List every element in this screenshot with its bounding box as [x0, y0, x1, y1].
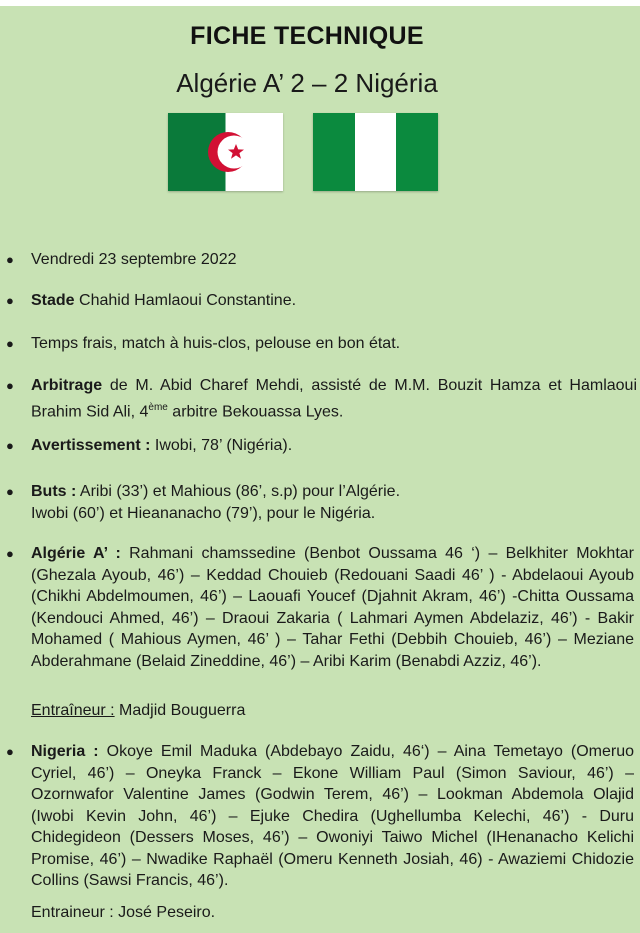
stadium-text: Chahid Hamlaoui Constantine. — [74, 292, 297, 309]
match-date: Vendredi 23 septembre 2022 — [31, 251, 237, 268]
algeria-lineup — [31, 543, 634, 672]
bullet: ● — [6, 484, 14, 499]
nigeria-label: Nigeria : — [31, 743, 99, 760]
nigeria-lineup — [31, 741, 634, 892]
goals-line-2: Iwobi (60’) et Hieananacho (79’), pour le Nigéria. — [31, 504, 376, 522]
match-score: Algérie A’ 2 – 2 Nigéria — [176, 68, 438, 98]
algeria-coach-name: Madjid Bouguerra — [114, 702, 246, 719]
bullet: ● — [6, 336, 14, 351]
nigeria-coach: Entraineur : José Peseiro. — [31, 904, 216, 921]
referees-text: de M. Abid Charef Mehdi, assisté de M.M. Bouzit Hamza et Hamlaoui Brahim Sid Ali, 4 — [31, 377, 637, 420]
goals-label: Buts : — [31, 483, 77, 500]
warnings-text: Iwobi, 78’ (Nigéria). — [150, 437, 293, 454]
bullet: ● — [6, 252, 14, 267]
goals-line-1: Aribi (33’) et Mahious (86’, s.p) pour l’Algérie. — [76, 483, 401, 500]
nigeria-players: Okoye Emil Maduka (Abdebayo Zaidu, 46‘) – Aina Temetayo (Omeruo Cyriel, 46’) – Oneyka Franck – Ekone William Paul (Simon Saviour, 46’) – Ozornwafor Valentine James (Godwin Terem, 46’) – Lookman Abdemola Olajid (Iwobi Kevin John, 46’) – Ejuke Chedira (Ughellumba Kelechi, 46’) - Duru Chidegideon (Dessers Moses, 46’) – Owoniyi Taiwo Michel (IHenanacho Kelichi Promise, 46’) – Nwadike Raphaël (Omeru Kenneth Josiah, 46) - Awaziemi Chidozie Collins (Sawsi Francis, 46’). — [31, 743, 634, 889]
referees-text-2: arbitre Bekouassa Lyes. — [167, 402, 344, 420]
algeria-coach — [31, 700, 637, 722]
algeria-flag — [168, 113, 283, 191]
bullet: ● — [6, 744, 14, 759]
warnings — [31, 435, 637, 457]
stadium — [31, 290, 637, 312]
referees-label: Arbitrage — [31, 377, 103, 394]
referees — [31, 375, 637, 422]
bullet: ● — [6, 438, 14, 453]
referees-sup: ème — [148, 401, 168, 413]
nigeria-flag — [313, 113, 438, 191]
warnings-label: Avertissement : — [31, 437, 151, 454]
algeria-label: Algérie A’ : — [31, 545, 121, 562]
algeria-players: Rahmani chamssedine (Benbot Oussama 46 ‘) – Belkhiter Mokhtar (Ghezala Ayoub, 46’) – Keddad Chouieb (Redouani Saadi 46’ ) - Abdelaoui Ayoub (Chikhi Abdelmoumen, 46’) – Laouafi Youcef (Djahnit Akram, 46’) -Chitta Oussama (Kendouci Ahmed, 46’) – Draoui Zakaria ( Lahmari Aymen Abdelaziz, 46’) - Bakir Mohamed ( Mahious Aymen, 46’ ) – Tahar Fethi (Debbih Chouieb, 46’) – Meziane Abderahmane (Belaid Zineddine, 46’) – Aribi Karim (Benabdi Azziz, 46’). — [31, 545, 634, 670]
conditions: Temps frais, match à huis-clos, pelouse en bon état. — [31, 335, 401, 352]
goals — [31, 481, 637, 524]
document-title: FICHE TECHNIQUE — [190, 22, 424, 50]
bullet: ● — [6, 293, 14, 308]
bullet: ● — [6, 546, 14, 561]
bullet: ● — [6, 378, 14, 393]
stadium-label: Stade — [31, 292, 75, 309]
algeria-coach-label: Entraîneur : — [31, 702, 115, 719]
